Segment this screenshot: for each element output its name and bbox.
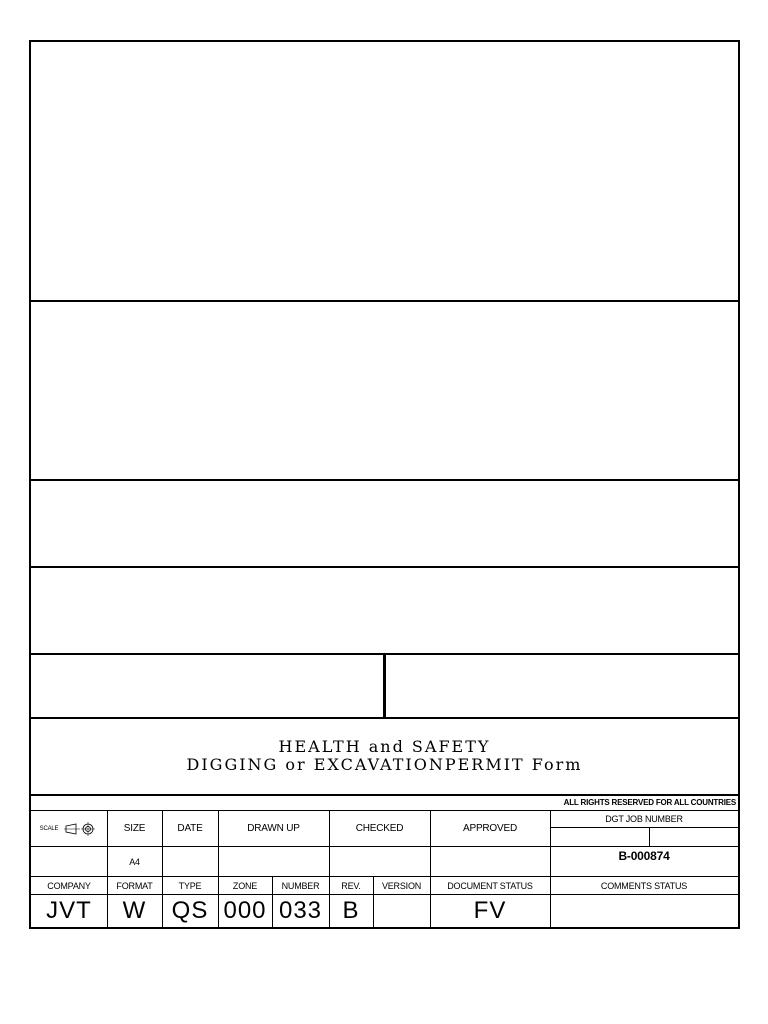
rights-notice: ALL RIGHTS RESERVED FOR ALL COUNTRIES [563,798,736,807]
version-header: VERSION [381,880,422,891]
title-block [31,796,738,927]
divider-vertical [373,877,374,927]
scale-label: SCALE [39,825,59,832]
document-title-line1: HEALTH and SAFETY [278,737,491,756]
rev-header: REV. [341,880,361,891]
content-box-3 [31,481,738,566]
type-code: QS [171,897,209,924]
document-status-header: DOCUMENT STATUS [447,880,533,891]
divider-vertical [430,811,431,876]
content-box-1 [31,42,738,300]
zone-header: ZONE [232,880,258,891]
content-box-4 [31,568,738,653]
projection-symbol-icon [64,822,98,836]
divider-vertical [272,877,273,927]
number-header: NUMBER [281,880,320,891]
title-area [31,718,738,794]
divider-vertical [218,877,219,927]
divider-vertical [162,877,163,927]
divider-vertical [162,811,163,876]
document-status-code: FV [473,897,507,924]
comments-status-code [550,895,738,927]
divider-vertical [430,877,431,927]
size-header: SIZE [123,823,146,834]
comments-status-header: COMMENTS STATUS [600,880,688,891]
divider-vertical [329,877,330,927]
drawn-up-header: DRAWN UP [247,823,300,834]
version-code [373,895,430,927]
content-box-2 [31,302,738,479]
approved-header: APPROVED [463,823,517,834]
scale-cell [31,811,107,846]
divider-vertical [107,877,108,927]
divider-vertical [550,877,551,927]
format-header: FORMAT [116,880,153,891]
date-header: DATE [177,823,203,834]
company-header: COMPANY [47,880,91,891]
divider-vertical [649,828,650,846]
divider-vertical [550,811,551,876]
type-header: TYPE [178,880,202,891]
dgt-job-number-header: DGT JOB NUMBER [605,814,683,824]
rev-code: B [342,897,360,924]
size-value: A4 [129,856,140,867]
zone-code: 000 [223,897,267,924]
format-code: W [122,897,147,924]
number-code: 033 [278,897,323,924]
divider-vertical [218,811,219,876]
divider-vertical [107,811,108,876]
divider-vertical [329,811,330,876]
drawing-frame [29,40,740,929]
dgt-job-number-value: B-000874 [618,849,670,863]
divider-vertical [383,655,386,717]
checked-header: CHECKED [355,823,404,834]
divider [550,827,738,828]
document-title-line2: DIGGING or EXCAVATIONPERMIT Form [186,755,583,774]
company-code: JVT [46,897,92,924]
